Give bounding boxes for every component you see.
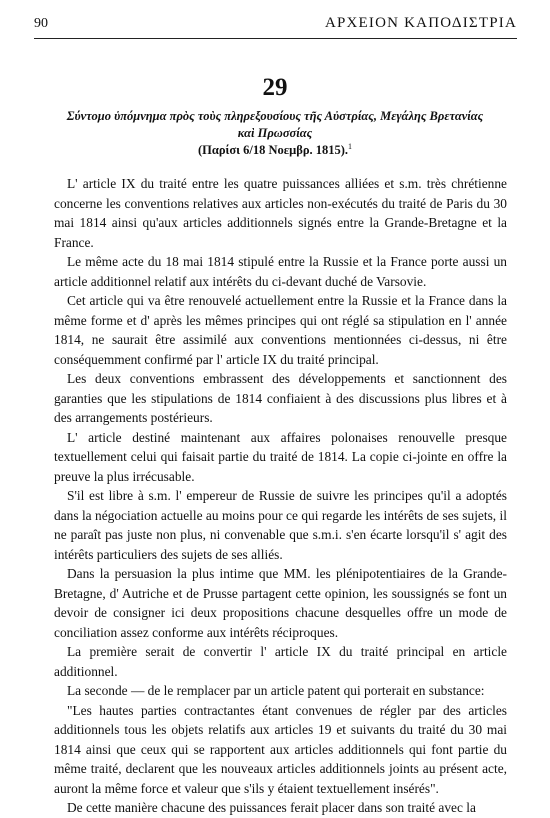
paragraph: Les deux conventions embrassent des développements et sanctionnent des garanties que les stipulations de 1814 confiaient à des discussions plus libres et à des arrangements postérieurs. [54, 371, 507, 425]
footnote-reference: 1 [348, 142, 353, 151]
document-date [0, 142, 550, 158]
paragraph: Cet article qui va être renouvelé actuellement entre la Russie et la France dans la même forme et d' après les mêmes principes qui ont réglé sa stipulation en l' année 1814, ne saurait être assimilé aux conventions mentionnées ci-dessus, ni être conséquemment confirmé par l' article IX du traité principal. [54, 293, 507, 367]
document-title: Σύντομο ὑπόμνημα πρὸς τοὺς πληρεξουσίους τῆς Αὐστρίας, Μεγάλης Βρετανίας καὶ Πρωσσίας [66, 109, 484, 140]
paragraph: S'il est libre à s.m. l' empereur de Russie de suivre les principes qu'il a adoptés dans la négociation actuelle au moins pour ce qui regarde les intérêts de ses sujets, il ne paraît pas juste non plus, ni convenable que s.m.i. s'en écarte lorsqu'il s' agit des intérêts particuliers des sujets de ses alliés. [54, 488, 507, 562]
page-number: 90 [34, 16, 48, 31]
paragraph: La première serait de convertir l' article IX du traité principal en article additionnel. [54, 644, 507, 679]
body-text [54, 174, 507, 818]
paragraph: La seconde — de le remplacer par un article patent qui porterait en substance: [67, 683, 485, 698]
document-date-text: (Παρίσι 6/18 Νοεμβρ. 1815). [197, 143, 349, 158]
document-number: 29 [262, 74, 288, 101]
quoted-article: "Les hautes parties contractantes étant convenues de régler par des articles additionnels tous les objets relatifs aux articles 19 et suivants du traité du 30 mai 1814 ainsi que ceux qui se rapportent aux articles additionnels qui font partie du même traité, declarent que les nouveaux articles additionnels joints au présent acte, auront la même force et valeur que s'ils y étaient textuellement insérés". [54, 702, 507, 796]
paragraph: Le même acte du 18 mai 1814 stipulé entre la Russie et la France porte aussi un article additionnel relatif aux intérêts du ci-devant duché de Varsovie. [54, 254, 507, 289]
paragraph: L' article IX du traité entre les quatre puissances alliées et s.m. très chrétienne concerne les conventions relatives aux articles non-exécutés du traité de Paris du 30 mai 1814 ainsi qu'aux articles additionnels signés entre la Grande-Bretagne et la France. [54, 176, 507, 250]
paragraph: L' article destiné maintenant aux affaires polonaises renouvelle presque textuellement celui qui faisait partie du traité de 1814. La copie ci-jointe en offre la preuve la plus irrécusable. [54, 429, 507, 484]
paragraph: Dans la persuasion la plus intime que MM. les plénipotentiaires de la Grande-Bretagne, d' Autriche et de Prusse partagent cette opinion, les soussignés se font un devoir de consigner ici deux propositions chacune desquelles offre un mode de conciliation assez conforme aux intérêts réciproques. [54, 566, 507, 640]
paragraph: De cette manière chacune des puissances ferait placer dans son traité avec la [67, 800, 476, 815]
running-title: ΑΡΧΕΙΟΝ ΚΑΠΟΔΙΣΤΡΙΑ [324, 15, 517, 31]
page-header [34, 14, 517, 39]
